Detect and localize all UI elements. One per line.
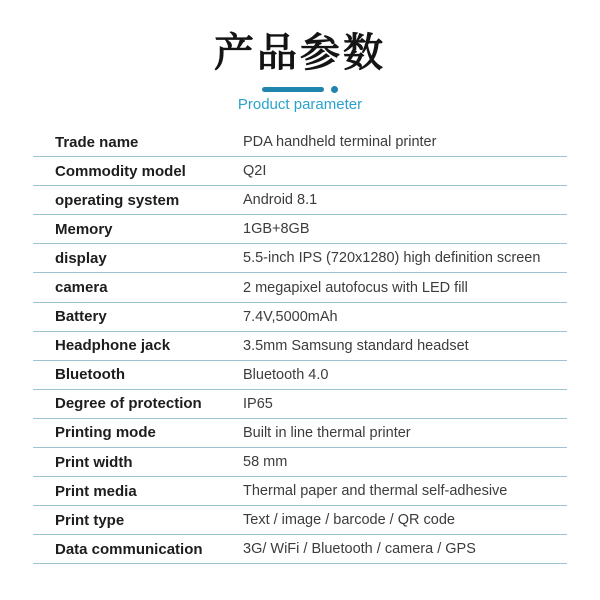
spec-value: 3G/ WiFi / Bluetooth / camera / GPS (243, 541, 476, 558)
spec-value: 2 megapixel autofocus with LED fill (243, 279, 468, 296)
spec-label: Commodity model (55, 162, 186, 180)
page-title: 产品参数 (214, 31, 386, 75)
spec-value: Q2I (243, 163, 267, 180)
spec-label: Degree of protection (55, 395, 202, 413)
spec-label: Bluetooth (55, 366, 125, 384)
title-decoration (0, 86, 600, 92)
spec-label: Trade name (55, 133, 139, 151)
spec-value: 58 mm (243, 454, 288, 471)
table-row (33, 186, 567, 215)
spec-label: Memory (55, 220, 113, 238)
spec-label: Print type (55, 511, 125, 529)
table-row (33, 506, 567, 535)
spec-value: PDA handheld terminal printer (243, 134, 437, 151)
spec-value: Thermal paper and thermal self-adhesive (243, 483, 508, 500)
table-row (33, 244, 567, 273)
spec-label: operating system (55, 191, 180, 209)
spec-label: Data communication (55, 540, 203, 558)
spec-table (33, 128, 567, 564)
spec-label: display (55, 249, 107, 267)
spec-label: Printing mode (55, 424, 156, 442)
table-row (33, 332, 567, 361)
table-row (33, 390, 567, 419)
table-row (33, 477, 567, 506)
table-row (33, 128, 567, 157)
spec-value: Android 8.1 (243, 192, 318, 209)
spec-value: 5.5-inch IPS (720x1280) high definition screen (243, 250, 541, 267)
table-row (33, 273, 567, 302)
spec-value: 7.4V,5000mAh (243, 308, 338, 325)
spec-value: IP65 (243, 395, 273, 412)
spec-value: Built in line thermal printer (243, 424, 411, 441)
spec-value: 3.5mm Samsung standard headset (243, 337, 469, 354)
accent-dot-icon (331, 86, 338, 93)
spec-label: Print width (55, 453, 133, 471)
spec-value: Text / image / barcode / QR code (243, 512, 455, 529)
table-row (33, 448, 567, 477)
table-row (33, 419, 567, 448)
spec-value: 1GB+8GB (243, 221, 310, 238)
page-subtitle: Product parameter (237, 96, 363, 113)
accent-line (262, 87, 324, 92)
spec-value: Bluetooth 4.0 (243, 366, 329, 383)
spec-label: Print media (55, 482, 137, 500)
table-row (33, 303, 567, 332)
spec-label: Headphone jack (55, 337, 171, 355)
table-row (33, 157, 567, 186)
table-row (33, 361, 567, 390)
spec-label: Battery (55, 308, 107, 326)
table-row (33, 535, 567, 564)
spec-label: camera (55, 279, 108, 297)
table-row (33, 215, 567, 244)
